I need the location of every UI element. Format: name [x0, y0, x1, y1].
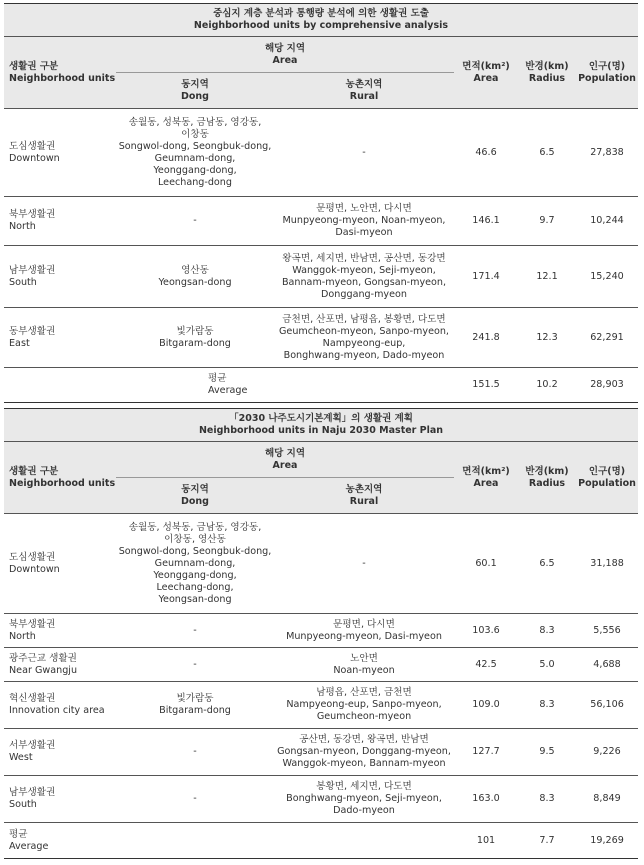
header-radius: 반경(km) Radius [518, 37, 576, 109]
table-row: 도심생활권 Downtown 송월동, 성북동, 금남동, 영강동, 이창동, 영산동 Songwol-dong, Seongbuk-dong, Geumnam-dong, Yeonggang-dong, Leechang-dong, Yeongsan-dong - 60.1 6.5 31,188 [4, 514, 638, 614]
header-area: 해당 지역 Area [264, 448, 305, 471]
table-row: 혁신생활권 Innovation city area 빛가람동 Bitgaram-dong 남평읍, 산포면, 금천면 Nampyeong-eup, Sanpo-myeon, Geumcheon-myeon 109.0 8.3 56,106 [4, 682, 638, 729]
header-dong: 동지역 Dong [116, 478, 274, 514]
table-row: 북부생활권 North - 문평면, 다시면 Munpyeong-myeon, Dasi-myeon 103.6 8.3 5,556 [4, 614, 638, 648]
header-rural: 농촌지역 Rural [274, 478, 454, 514]
table-master-plan [4, 408, 638, 859]
table-row: 도심생활권 Downtown 송월동, 성북동, 금남동, 영강동, 이창동 Songwol-dong, Seongbuk-dong, Geumnam-dong, Yeonggang-dong, Leechang-dong - 46.6 6.5 27,838 [4, 109, 638, 197]
table-row: 동부생활권 East 빛가람동 Bitgaram-dong 금천면, 산포면, 남평읍, 봉황면, 다도면 Geumcheon-myeon, Sanpo-myeon, Nampyeong-eup, Bonghwang-myeon, Dado-myeon 241.8 12.3 62,291 [4, 308, 638, 368]
header-size: 면적(km²) Area [454, 442, 518, 514]
table-caption: 「2030 나주도시기본계획」의 생활권 계획 Neighborhood units in Naju 2030 Master Plan [4, 409, 638, 442]
table-caption: 중심지 계층 분석과 통행량 분석에 의한 생활권 도출 Neighborhood units by comprehensive analysis [4, 4, 638, 37]
header-area: 해당 지역 Area [264, 43, 305, 66]
header-units: 생활권 구분 Neighborhood units [4, 37, 116, 109]
table-row: 광주근교 생활권 Near Gwangju - 노안면 Noan-myeon 42.5 5.0 4,688 [4, 648, 638, 682]
header-dong: 동지역 Dong [116, 73, 274, 109]
header-population: 인구(명) Population [576, 37, 638, 109]
table-row-average: 평균 Average 151.5 10.2 28,903 [4, 368, 638, 403]
header-rural: 농촌지역 Rural [274, 73, 454, 109]
table-row: 남부생활권 South - 봉황면, 세지면, 다도면 Bonghwang-myeon, Seji-myeon, Dado-myeon 163.0 8.3 8,849 [4, 776, 638, 823]
table-row: 서부생활권 West - 공산면, 동강면, 왕곡면, 반남면 Gongsan-myeon, Donggang-myeon, Wanggok-myeon, Bannam-myeon 127.7 9.5 9,226 [4, 729, 638, 776]
table-row: 남부생활권 South 영산동 Yeongsan-dong 왕곡면, 세지면, 반남면, 공산면, 동강면 Wanggok-myeon, Seji-myeon, Bannam-myeon, Gongsan-myeon, Donggang-myeon 171.4 12.1 15,240 [4, 246, 638, 308]
table-row-average: 평균 Average 101 7.7 19,269 [4, 823, 638, 859]
header-size: 면적(km²) Area [454, 37, 518, 109]
table-row: 북부생활권 North - 문평면, 노안면, 다시면 Munpyeong-myeon, Noan-myeon, Dasi-myeon 146.1 9.7 10,244 [4, 197, 638, 246]
header-radius: 반경(km) Radius [518, 442, 576, 514]
table-comprehensive-analysis [4, 3, 638, 403]
header-units: 생활권 구분 Neighborhood units [4, 442, 116, 514]
header-population: 인구(명) Population [576, 442, 638, 514]
